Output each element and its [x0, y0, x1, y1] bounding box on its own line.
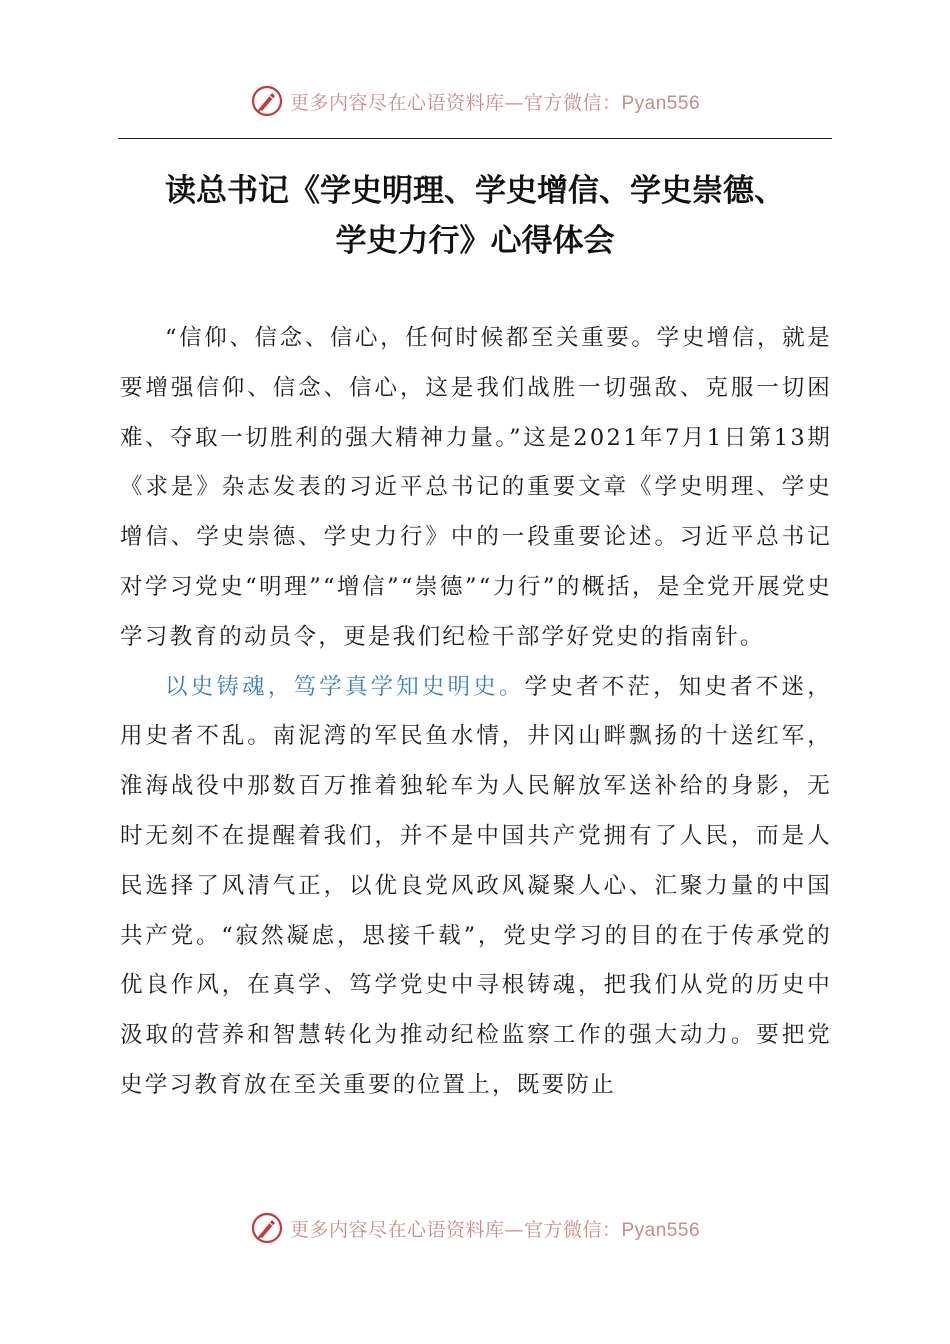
paragraph-1: “信仰、信念、信心，任何时候都至关重要。学史增信，就是要增强信仰、信念、信心，这是我们战胜一切强敌、克服一切困难、夺取一切胜利的强大精神力量。”这是2021年7月1日第13期《求是》杂志发表的习近平总书记的重要文章《学史明理、学史增信、学史崇德、学史力行》中的一段重要论述。习近平总书记对学习党史“明理”“增信”“崇德”“力行”的概括，是全党开展党史学习教育的动员令，更是我们纪检干部学好党史的指南针。	[120, 325, 832, 650]
quill-pen-logo-icon	[250, 1211, 284, 1245]
title-line-2: 学史力行》心得体会	[335, 223, 615, 259]
document-title	[100, 166, 850, 266]
header-divider	[118, 138, 832, 139]
header-banner	[0, 84, 950, 118]
banner-wechat-handle: Pyan556	[621, 1219, 701, 1241]
banner-promo-text: 更多内容尽在心语资料库—官方微信：	[289, 1218, 622, 1241]
banner-text	[290, 1215, 700, 1242]
paragraph-2-body: 学史者不茫，知史者不迷，用史者不乱。南泥湾的军民鱼水情，井冈山畔飘扬的十送红军，淮海战役中那数百万推着独轮车为人民解放军送补给的身影，无时无刻不在提醒着我们，并不是中国共产党拥有了人民，而是人民选择了风清气正，以优良党风政风凝聚人心、汇聚力量的中国共产党。“寂然凝虑，思接千载”，党史学习的目的在于传承党的优良作风，在真学、笃学党史中寻根铸魂，把我们从党的历史中汲取的营养和智慧转化为推动纪检监察工作的强大动力。要把党史学习教育放在至关重要的位置上，既要防止	[120, 673, 833, 1098]
banner-wechat-handle: Pyan556	[621, 92, 701, 114]
title-line-1: 读总书记《学史明理、学史增信、学史崇德、	[165, 173, 785, 209]
banner-text	[290, 88, 700, 115]
paragraph-2	[120, 663, 832, 1111]
banner-promo-text: 更多内容尽在心语资料库—官方微信：	[289, 91, 622, 114]
footer-banner	[0, 1211, 950, 1245]
quill-pen-logo-icon	[250, 84, 284, 118]
document-body	[120, 314, 832, 1111]
paragraph-2-heading: 以史铸魂，笃学真学知史明史。	[165, 673, 525, 700]
